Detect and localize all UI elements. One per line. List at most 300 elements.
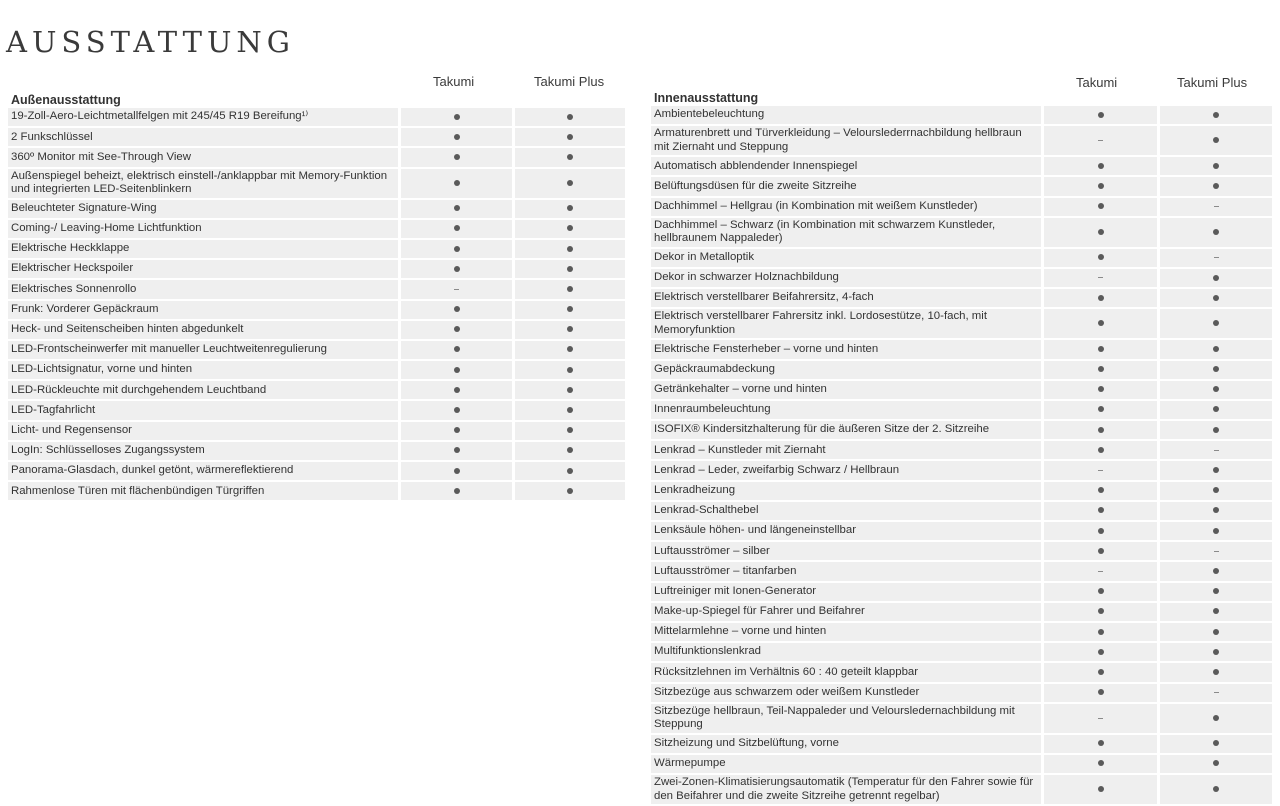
feature-label: Lenkrad-Schalthebel — [651, 502, 1041, 522]
included-dot-icon — [454, 468, 460, 474]
included-dot-icon — [454, 154, 460, 160]
included-dot-icon — [1098, 507, 1104, 513]
feature-label: Sitzbezüge hellbraun, Teil-Nappaleder und Veloursledernachbildung mit Steppung — [651, 704, 1041, 735]
included-dot-icon — [1213, 112, 1219, 118]
included-dot-icon — [1213, 786, 1219, 792]
feature-label: LED-Lichtsignatur, vorne und hinten — [8, 361, 398, 381]
included-dot-icon — [454, 407, 460, 413]
takumi-availability — [398, 260, 512, 280]
takumi-plus-availability — [1157, 381, 1272, 401]
included-dot-icon — [1098, 406, 1104, 412]
takumi-availability — [398, 442, 512, 462]
takumi-plus-availability — [1157, 461, 1272, 481]
feature-label: Make-up-Spiegel für Fahrer und Beifahrer — [651, 603, 1041, 623]
table-row — [8, 128, 625, 148]
table-row — [651, 106, 1272, 126]
not-available-dash-icon — [1214, 692, 1219, 693]
feature-label: Lenksäule höhen- und längeneinstellbar — [651, 522, 1041, 542]
takumi-plus-availability — [1157, 623, 1272, 643]
feature-label: Lenkrad – Leder, zweifarbig Schwarz / Hellbraun — [651, 461, 1041, 481]
takumi-availability — [1041, 381, 1157, 401]
feature-label: Armaturenbrett und Türverkleidung – Velourslederrnachbildung hellbraun mit Ziernaht und Steppung — [651, 126, 1041, 157]
takumi-plus-availability — [512, 240, 625, 260]
included-dot-icon — [1098, 447, 1104, 453]
not-available-dash-icon — [1214, 257, 1219, 258]
interior-heading: Innenausstattung — [654, 91, 759, 105]
feature-label: 2 Funkschlüssel — [8, 128, 398, 148]
included-dot-icon — [1098, 487, 1104, 493]
table-row — [8, 169, 625, 200]
included-dot-icon — [1098, 629, 1104, 635]
takumi-availability — [398, 341, 512, 361]
table-row — [651, 218, 1272, 249]
takumi-plus-availability — [512, 321, 625, 341]
included-dot-icon — [567, 488, 573, 494]
table-row — [651, 704, 1272, 735]
feature-label: Innenraumbeleuchtung — [651, 401, 1041, 421]
takumi-plus-availability — [1157, 218, 1272, 249]
feature-label: Getränkehalter – vorne und hinten — [651, 381, 1041, 401]
included-dot-icon — [1098, 588, 1104, 594]
table-row — [8, 361, 625, 381]
table-row — [8, 220, 625, 240]
included-dot-icon — [1098, 689, 1104, 695]
takumi-availability — [1041, 755, 1157, 775]
feature-label: Dekor in schwarzer Holznachbildung — [651, 269, 1041, 289]
feature-label: Elektrisch verstellbarer Beifahrersitz, 4-fach — [651, 289, 1041, 309]
takumi-availability — [1041, 218, 1157, 249]
included-dot-icon — [1098, 760, 1104, 766]
feature-label: Wärmepumpe — [651, 755, 1041, 775]
feature-label: Dekor in Metalloptik — [651, 249, 1041, 269]
table-row — [8, 341, 625, 361]
table-row — [651, 623, 1272, 643]
takumi-availability — [398, 401, 512, 421]
included-dot-icon — [454, 326, 460, 332]
included-dot-icon — [1213, 386, 1219, 392]
not-available-dash-icon — [1214, 206, 1219, 207]
table-row — [651, 542, 1272, 562]
not-available-dash-icon — [1098, 470, 1103, 471]
included-dot-icon — [567, 427, 573, 433]
included-dot-icon — [454, 246, 460, 252]
feature-label: ISOFIX® Kindersitzhalterung für die äußeren Sitze der 2. Sitzreihe — [651, 421, 1041, 441]
takumi-availability — [1041, 340, 1157, 360]
exterior-panel — [8, 70, 625, 502]
included-dot-icon — [1098, 366, 1104, 372]
feature-label: Luftausströmer – titanfarben — [651, 562, 1041, 582]
included-dot-icon — [1213, 229, 1219, 235]
takumi-plus-availability — [1157, 269, 1272, 289]
table-row — [651, 775, 1272, 806]
included-dot-icon — [567, 346, 573, 352]
included-dot-icon — [1213, 760, 1219, 766]
feature-label: Elektrische Heckklappe — [8, 240, 398, 260]
takumi-availability — [1041, 603, 1157, 623]
included-dot-icon — [1213, 608, 1219, 614]
included-dot-icon — [1098, 548, 1104, 554]
not-available-dash-icon — [454, 289, 459, 290]
feature-label: LogIn: Schlüsselloses Zugangssystem — [8, 442, 398, 462]
feature-label: Lenkradheizung — [651, 482, 1041, 502]
table-row — [651, 198, 1272, 218]
included-dot-icon — [1213, 366, 1219, 372]
table-row — [8, 401, 625, 421]
table-row — [651, 522, 1272, 542]
table-row — [651, 755, 1272, 775]
table-row — [651, 735, 1272, 755]
takumi-availability — [398, 148, 512, 168]
included-dot-icon — [567, 154, 573, 160]
column-header-takumi-plus: Takumi Plus — [534, 74, 605, 89]
takumi-plus-availability — [1157, 309, 1272, 340]
included-dot-icon — [1098, 254, 1104, 260]
takumi-plus-availability — [1157, 106, 1272, 126]
takumi-plus-availability — [512, 401, 625, 421]
feature-label: Frunk: Vorderer Gepäckraum — [8, 301, 398, 321]
table-row — [8, 442, 625, 462]
not-available-dash-icon — [1214, 450, 1219, 451]
feature-label: Zwei-Zonen-Klimatisierungsautomatik (Temperatur für den Fahrer sowie für den Beifahrer und die zweite Sitzreihe getrennt regelbar) — [651, 775, 1041, 806]
feature-label: Automatisch abblendender Innenspiegel — [651, 157, 1041, 177]
feature-label: Außenspiegel beheizt, elektrisch einstell-/anklappbar mit Memory-Funktion und integrierten LED-Seitenblinkern — [8, 169, 398, 200]
table-row — [651, 663, 1272, 683]
included-dot-icon — [1213, 137, 1219, 143]
takumi-plus-availability — [1157, 482, 1272, 502]
table-row — [8, 381, 625, 401]
takumi-plus-availability — [512, 169, 625, 200]
included-dot-icon — [1213, 740, 1219, 746]
feature-label: LED-Frontscheinwerfer mit manueller Leuchtweitenregulierung — [8, 341, 398, 361]
feature-label: Sitzheizung und Sitzbelüftung, vorne — [651, 735, 1041, 755]
included-dot-icon — [1213, 163, 1219, 169]
takumi-availability — [398, 361, 512, 381]
takumi-availability — [1041, 198, 1157, 218]
takumi-plus-availability — [1157, 198, 1272, 218]
included-dot-icon — [454, 225, 460, 231]
included-dot-icon — [454, 447, 460, 453]
feature-label: Panorama-Glasdach, dunkel getönt, wärmereflektierend — [8, 462, 398, 482]
feature-label: Luftausströmer – silber — [651, 542, 1041, 562]
feature-label: Lenkrad – Kunstleder mit Ziernaht — [651, 441, 1041, 461]
table-row — [8, 200, 625, 220]
takumi-plus-availability — [512, 442, 625, 462]
takumi-plus-availability — [512, 260, 625, 280]
not-available-dash-icon — [1098, 571, 1103, 572]
included-dot-icon — [1098, 163, 1104, 169]
takumi-availability — [1041, 482, 1157, 502]
feature-label: Elektrischer Heckspoiler — [8, 260, 398, 280]
feature-label: Elektrisches Sonnenrollo — [8, 280, 398, 300]
included-dot-icon — [1213, 568, 1219, 574]
takumi-plus-availability — [512, 462, 625, 482]
table-row — [651, 461, 1272, 481]
included-dot-icon — [567, 246, 573, 252]
takumi-plus-availability — [1157, 126, 1272, 157]
feature-label: Belüftungsdüsen für die zweite Sitzreihe — [651, 177, 1041, 197]
feature-label: Coming-/ Leaving-Home Lichtfunktion — [8, 220, 398, 240]
included-dot-icon — [1213, 427, 1219, 433]
exterior-header — [8, 70, 625, 108]
included-dot-icon — [1213, 275, 1219, 281]
included-dot-icon — [1098, 183, 1104, 189]
column-header-takumi-plus: Takumi Plus — [1177, 75, 1248, 90]
table-row — [8, 462, 625, 482]
takumi-plus-availability — [1157, 542, 1272, 562]
table-row — [8, 240, 625, 260]
included-dot-icon — [1098, 528, 1104, 534]
included-dot-icon — [1098, 295, 1104, 301]
takumi-plus-availability — [1157, 157, 1272, 177]
takumi-availability — [1041, 623, 1157, 643]
included-dot-icon — [1213, 528, 1219, 534]
included-dot-icon — [1213, 295, 1219, 301]
takumi-plus-availability — [512, 220, 625, 240]
included-dot-icon — [454, 266, 460, 272]
takumi-plus-availability — [1157, 663, 1272, 683]
takumi-availability — [1041, 461, 1157, 481]
table-row — [651, 583, 1272, 603]
included-dot-icon — [567, 306, 573, 312]
takumi-availability — [1041, 562, 1157, 582]
included-dot-icon — [1098, 203, 1104, 209]
table-row — [651, 562, 1272, 582]
included-dot-icon — [1213, 346, 1219, 352]
table-row — [651, 126, 1272, 157]
feature-label: Dachhimmel – Hellgrau (in Kombination mit weißem Kunstleder) — [651, 198, 1041, 218]
included-dot-icon — [454, 306, 460, 312]
included-dot-icon — [1098, 608, 1104, 614]
included-dot-icon — [454, 180, 460, 186]
takumi-plus-availability — [1157, 249, 1272, 269]
table-row — [651, 684, 1272, 704]
takumi-plus-availability — [1157, 562, 1272, 582]
takumi-availability — [1041, 643, 1157, 663]
feature-label: 19-Zoll-Aero-Leichtmetallfelgen mit 245/45 R19 Bereifung¹⁾ — [8, 108, 398, 128]
takumi-availability — [398, 482, 512, 502]
takumi-availability — [398, 321, 512, 341]
feature-label: Beleuchteter Signature-Wing — [8, 200, 398, 220]
takumi-plus-availability — [1157, 421, 1272, 441]
takumi-availability — [1041, 735, 1157, 755]
takumi-plus-availability — [512, 148, 625, 168]
takumi-availability — [398, 169, 512, 200]
takumi-availability — [398, 301, 512, 321]
included-dot-icon — [1098, 427, 1104, 433]
included-dot-icon — [567, 387, 573, 393]
included-dot-icon — [454, 114, 460, 120]
takumi-availability — [398, 128, 512, 148]
table-row — [651, 643, 1272, 663]
not-available-dash-icon — [1098, 277, 1103, 278]
included-dot-icon — [1098, 669, 1104, 675]
table-row — [8, 260, 625, 280]
takumi-plus-availability — [1157, 522, 1272, 542]
takumi-plus-availability — [512, 341, 625, 361]
included-dot-icon — [1098, 649, 1104, 655]
column-header-takumi: Takumi — [1076, 75, 1118, 90]
table-row — [651, 441, 1272, 461]
takumi-plus-availability — [512, 381, 625, 401]
takumi-availability — [1041, 583, 1157, 603]
takumi-availability — [1041, 522, 1157, 542]
feature-label: Elektrisch verstellbarer Fahrersitz inkl. Lordosestütze, 10-fach, mit Memoryfunktion — [651, 309, 1041, 340]
takumi-plus-availability — [512, 128, 625, 148]
takumi-plus-availability — [1157, 775, 1272, 806]
included-dot-icon — [454, 427, 460, 433]
included-dot-icon — [454, 387, 460, 393]
included-dot-icon — [454, 488, 460, 494]
takumi-plus-availability — [1157, 755, 1272, 775]
included-dot-icon — [567, 407, 573, 413]
not-available-dash-icon — [1098, 718, 1103, 719]
takumi-plus-availability — [1157, 289, 1272, 309]
included-dot-icon — [567, 468, 573, 474]
included-dot-icon — [567, 286, 573, 292]
included-dot-icon — [567, 447, 573, 453]
takumi-availability — [398, 240, 512, 260]
takumi-availability — [1041, 684, 1157, 704]
table-row — [8, 108, 625, 128]
table-row — [8, 280, 625, 300]
included-dot-icon — [1213, 183, 1219, 189]
takumi-plus-availability — [1157, 340, 1272, 360]
table-row — [8, 148, 625, 168]
table-row — [651, 603, 1272, 623]
takumi-availability — [1041, 106, 1157, 126]
not-available-dash-icon — [1098, 140, 1103, 141]
feature-label: Dachhimmel – Schwarz (in Kombination mit schwarzem Kunstleder, hellbraunem Nappaleder) — [651, 218, 1041, 249]
included-dot-icon — [1098, 346, 1104, 352]
takumi-availability — [1041, 441, 1157, 461]
column-header-takumi: Takumi — [433, 74, 475, 89]
included-dot-icon — [454, 367, 460, 373]
takumi-availability — [1041, 704, 1157, 735]
takumi-plus-availability — [1157, 643, 1272, 663]
not-available-dash-icon — [1214, 551, 1219, 552]
page-title: AUSSTATTUNG — [6, 25, 295, 59]
included-dot-icon — [567, 205, 573, 211]
included-dot-icon — [1098, 786, 1104, 792]
table-row — [651, 177, 1272, 197]
feature-label: 360º Monitor mit See-Through View — [8, 148, 398, 168]
interior-table — [651, 106, 1272, 806]
takumi-plus-availability — [1157, 502, 1272, 522]
takumi-availability — [1041, 401, 1157, 421]
table-row — [651, 482, 1272, 502]
takumi-plus-availability — [512, 200, 625, 220]
table-row — [8, 321, 625, 341]
included-dot-icon — [1213, 649, 1219, 655]
included-dot-icon — [454, 134, 460, 140]
included-dot-icon — [454, 205, 460, 211]
exterior-table — [8, 108, 625, 502]
included-dot-icon — [1213, 487, 1219, 493]
takumi-plus-availability — [512, 301, 625, 321]
takumi-availability — [398, 280, 512, 300]
takumi-plus-availability — [1157, 704, 1272, 735]
included-dot-icon — [567, 114, 573, 120]
feature-label: Ambientebeleuchtung — [651, 106, 1041, 126]
takumi-availability — [1041, 249, 1157, 269]
takumi-availability — [398, 220, 512, 240]
included-dot-icon — [567, 266, 573, 272]
takumi-plus-availability — [1157, 177, 1272, 197]
takumi-availability — [398, 422, 512, 442]
included-dot-icon — [1213, 406, 1219, 412]
interior-header — [651, 70, 1272, 106]
table-row — [651, 340, 1272, 360]
takumi-availability — [398, 381, 512, 401]
table-row — [651, 249, 1272, 269]
feature-label: Rücksitzlehnen im Verhältnis 60 : 40 geteilt klappbar — [651, 663, 1041, 683]
included-dot-icon — [1213, 467, 1219, 473]
takumi-availability — [1041, 126, 1157, 157]
takumi-availability — [1041, 663, 1157, 683]
takumi-availability — [1041, 309, 1157, 340]
included-dot-icon — [1213, 715, 1219, 721]
feature-label: Gepäckraumabdeckung — [651, 361, 1041, 381]
takumi-plus-availability — [512, 482, 625, 502]
included-dot-icon — [1213, 629, 1219, 635]
feature-label: Heck- und Seitenscheiben hinten abgedunkelt — [8, 321, 398, 341]
included-dot-icon — [1098, 229, 1104, 235]
takumi-availability — [398, 200, 512, 220]
included-dot-icon — [1098, 386, 1104, 392]
takumi-plus-availability — [1157, 401, 1272, 421]
feature-label: Rahmenlose Türen mit flächenbündigen Türgriffen — [8, 482, 398, 502]
table-row — [8, 301, 625, 321]
included-dot-icon — [1213, 507, 1219, 513]
takumi-plus-availability — [1157, 735, 1272, 755]
included-dot-icon — [1098, 320, 1104, 326]
takumi-plus-availability — [512, 108, 625, 128]
included-dot-icon — [1098, 112, 1104, 118]
table-row — [651, 381, 1272, 401]
included-dot-icon — [567, 326, 573, 332]
table-row — [651, 502, 1272, 522]
included-dot-icon — [1213, 320, 1219, 326]
takumi-plus-availability — [1157, 361, 1272, 381]
takumi-plus-availability — [1157, 684, 1272, 704]
takumi-plus-availability — [1157, 441, 1272, 461]
feature-label: LED-Tagfahrlicht — [8, 401, 398, 421]
table-row — [651, 401, 1272, 421]
interior-panel — [651, 70, 1272, 806]
takumi-availability — [1041, 269, 1157, 289]
table-row — [651, 269, 1272, 289]
included-dot-icon — [567, 225, 573, 231]
takumi-availability — [1041, 775, 1157, 806]
included-dot-icon — [1213, 588, 1219, 594]
feature-label: Luftreiniger mit Ionen-Generator — [651, 583, 1041, 603]
takumi-availability — [1041, 177, 1157, 197]
table-row — [8, 482, 625, 502]
included-dot-icon — [567, 134, 573, 140]
feature-label: Sitzbezüge aus schwarzem oder weißem Kunstleder — [651, 684, 1041, 704]
takumi-plus-availability — [1157, 583, 1272, 603]
included-dot-icon — [454, 346, 460, 352]
table-row — [651, 361, 1272, 381]
takumi-availability — [1041, 157, 1157, 177]
table-row — [651, 289, 1272, 309]
feature-label: Multifunktionslenkrad — [651, 643, 1041, 663]
included-dot-icon — [1213, 669, 1219, 675]
takumi-availability — [398, 462, 512, 482]
takumi-availability — [1041, 289, 1157, 309]
exterior-heading: Außenausstattung — [11, 93, 121, 107]
takumi-availability — [1041, 542, 1157, 562]
